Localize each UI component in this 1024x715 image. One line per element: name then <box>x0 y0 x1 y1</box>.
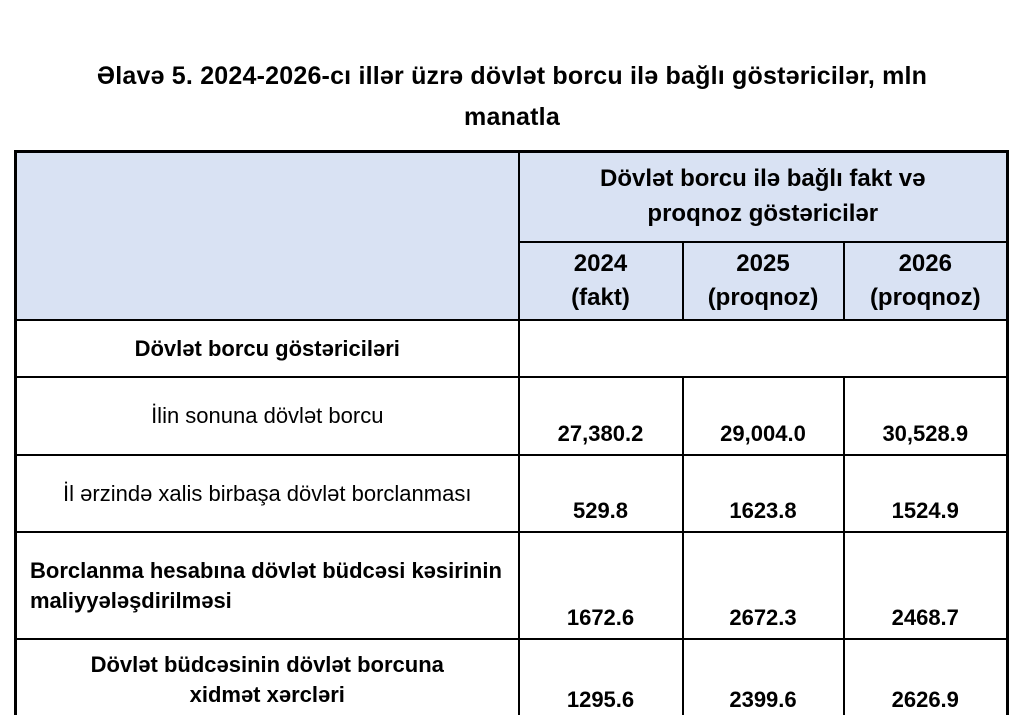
row-label: İlin sonuna dövlət borcu <box>16 377 519 455</box>
table-row-deficit-financing <box>16 532 1008 639</box>
row-label: İl ərzində xalis birbaşa dövlət borclanması <box>16 455 519 532</box>
value-cell-2024: 1672.6 <box>519 532 683 639</box>
year-kind-label: (proqnoz) <box>869 284 981 311</box>
column-header-2025-proqnoz <box>683 242 844 320</box>
year-kind-label: (fakt) <box>571 284 630 311</box>
document-page <box>0 56 1024 715</box>
corner-cell <box>16 152 519 321</box>
section-empty-cell <box>519 320 1008 377</box>
value-cell-2025: 2399.6 <box>683 639 844 715</box>
value-cell-2026: 30,528.9 <box>844 377 1008 455</box>
value-cell-2025: 29,004.0 <box>683 377 844 455</box>
value-cell-2026: 1524.9 <box>844 455 1008 532</box>
value-cell-2024: 1295.6 <box>519 639 683 715</box>
column-header-2026-proqnoz <box>844 242 1008 320</box>
value-cell-2026: 2468.7 <box>844 532 1008 639</box>
table-row-net-borrowing <box>16 455 1008 532</box>
value-cell-2025: 1623.8 <box>683 455 844 532</box>
section-header-cell: Dövlət borcu göstəriciləri <box>16 320 519 377</box>
section-row <box>16 320 1008 377</box>
document-title-line2: manatla <box>464 102 560 131</box>
document-title <box>18 56 1006 137</box>
row-label: Dövlət büdcəsinin dövlət borcuna xidmət xərcləri <box>16 639 519 715</box>
row-label: Borclanma hesabına dövlət büdcəsi kəsirinin maliyyələşdirilməsi <box>16 532 519 639</box>
year-kind-label: (proqnoz) <box>707 284 819 311</box>
table-row-year-end-debt <box>16 377 1008 455</box>
header-row-group <box>16 152 1008 243</box>
debt-indicators-table <box>14 150 1009 715</box>
year-label: 2025 <box>736 249 790 277</box>
table-group-header: Dövlət borcu ilə bağlı fakt və proqnoz göstəricilər <box>519 152 1008 243</box>
value-cell-2024: 27,380.2 <box>519 377 683 455</box>
table-row-debt-service-costs <box>16 639 1008 715</box>
document-title-line1: Əlavə 5. 2024-2026-cı illər üzrə dövlət borcu ilə bağlı göstəricilər, mln <box>96 62 928 90</box>
value-cell-2025: 2672.3 <box>683 532 844 639</box>
column-header-2024-fakt <box>519 242 683 320</box>
year-label: 2026 <box>898 249 952 277</box>
year-label: 2024 <box>573 249 628 277</box>
value-cell-2026: 2626.9 <box>844 639 1008 715</box>
value-cell-2024: 529.8 <box>519 455 683 532</box>
